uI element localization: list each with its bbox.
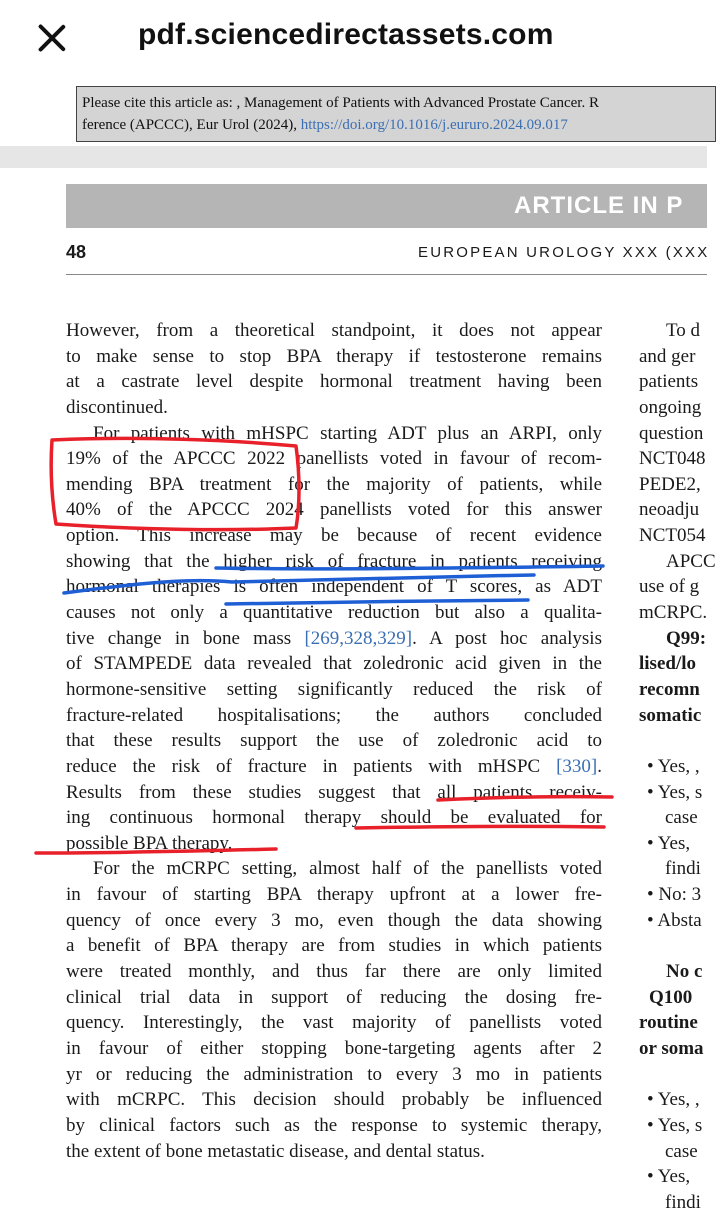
browser-top-bar [0,0,707,78]
text-line: of STAMPEDE data revealed that zoledronic acid given in the [66,653,602,675]
text-line: a benefit of BPA therapy are from studies in which patients [66,935,602,957]
text-segment: reduce the risk of fracture in patients with mHSPC [66,755,557,777]
text-line: ing continuous hormonal therapy should be evaluated for [66,807,602,829]
right-text-line: neoadju [639,499,700,521]
text-line: However, from a theoretical standpoint, it does not appear [66,320,602,341]
reference-link[interactable]: [330] [556,755,598,777]
right-spacer [639,728,709,754]
right-answer-line: • Yes, [647,832,691,854]
reference-link[interactable]: [269,328,329] [304,627,413,649]
pdf-viewer[interactable] [0,78,716,1213]
text-line: fracture-related hospitalisations; the authors concluded [66,704,602,726]
right-question-line: No c [666,961,703,983]
citation-box [76,86,716,142]
text-line: with mCRPC. This decision should probably be influenced [66,1089,602,1111]
right-text-line: mCRPC. [639,602,708,624]
text-line: 19% of the APCCC 2022 panellists voted in favour of recom- [66,448,602,470]
text-line: mending BPA treatment for the majority of patients, while [66,473,602,495]
text-line: hormonal therapies is often independent of T scores, as ADT [66,576,602,598]
right-question-line: Q99: [666,627,707,649]
right-answer-line: findi [665,1191,701,1213]
text-line: quency of once every 3 mo, even though the data showing [66,909,602,931]
article-in-press-bar [66,184,707,228]
text-line: that these results support the use of zoledronic acid to [66,730,602,752]
text-line: to make sense to stop BPA therapy if testosterone remains [66,345,602,367]
right-question-line: Q100 [649,986,693,1008]
text-line: in favour of either stopping bone-targeting agents after 2 [66,1037,602,1059]
citation-line-1: Please cite this article as: , Management of Patients with Advanced Prostate Cancer. R [82,95,599,111]
header-band [0,146,707,168]
text-line: For the mCRPC setting, almost half of the panellists voted [93,858,602,880]
text-line: clinical trial data in support of reducing the dosing fre- [66,986,602,1008]
text-line: at a castrate level despite hormonal treatment having been [66,371,602,393]
text-line [66,626,602,652]
right-text-line: use of g [639,576,700,598]
right-answer-line: • Yes, s [647,781,703,803]
article-status: ARTICLE IN P [514,192,684,219]
right-answer-line: case [665,807,698,829]
doi-link[interactable]: https://doi.org/10.1016/j.eururo.2024.09.017 [300,117,568,133]
text-line: yr or reducing the administration to every 3 mo in patients [66,1063,602,1085]
right-answer-line: • Yes, , [647,755,700,777]
right-text-line: APCC [666,550,716,572]
text-line: option. This increase may be because of recent evidence [66,525,602,547]
url-label: pdf.sciencedirectassets.com [138,18,554,51]
right-text-line: NCT054 [639,525,706,547]
right-question-line: or soma [639,1037,704,1059]
right-answer-line: findi [665,858,701,880]
citation-line-2 [82,114,715,136]
journal-name: EUROPEAN UROLOGY XXX (XXX [418,244,710,261]
text-segment: . A post hoc analysis [412,627,602,649]
right-question-line: routine [639,1012,698,1034]
right-answer-line: • No: 3 [647,884,702,906]
text-line: causes not only a quantitative reduction but also a qualita- [66,602,602,624]
right-text-line: PEDE2, [639,473,701,495]
page-number: 48 [66,242,87,262]
right-answer-line: • Absta [647,909,702,931]
right-question-line: lised/lo [639,653,697,675]
text-segment: tive change in bone mass [66,627,305,649]
text-line: hormone-sensitive setting significantly reduced the risk of [66,678,602,700]
right-question-line: recomn [639,678,700,700]
text-line: For patients with mHSPC starting ADT plus an ARPI, only [93,422,602,444]
text-line: showing that the higher risk of fracture in patients receiving [66,550,602,572]
text-line: Results from these studies suggest that all patients receiv- [66,781,602,803]
right-answer-line: • Yes, s [647,1114,703,1136]
right-text-line: NCT048 [639,448,706,470]
header-rule [66,274,707,275]
text-line: the extent of bone metastatic disease, and dental status. [66,1140,485,1162]
text-line [66,754,602,780]
text-line: quency. Interestingly, the vast majority of panellists voted [66,1012,602,1034]
right-answer-line: • Yes, , [647,1089,700,1111]
text-line: discontinued. [66,396,168,418]
right-text-line: question [639,422,704,444]
right-text-line: ongoing [639,396,702,418]
right-spacer [639,1062,709,1088]
right-answer-line: • Yes, [647,1166,691,1188]
right-question-line: somatic [639,704,702,726]
text-line: were treated monthly, and thus far there are only limited [66,961,602,983]
right-text-line: To d [666,320,701,341]
text-line: by clinical factors such as the response to systemic therapy, [66,1114,602,1136]
text-segment: . [597,755,602,777]
right-column [639,318,716,1215]
citation-line-2-text: ference (APCCC), Eur Urol (2024), [82,117,301,133]
right-answer-line: case [665,1140,698,1162]
right-text-line: patients [639,371,699,393]
right-spacer [639,933,709,959]
left-column [66,318,602,1164]
text-line: possible BPA therapy. [66,832,233,854]
right-text-line: and ger [639,345,696,367]
text-line: 40% of the APCCC 2024 panellists voted for this answer [66,499,602,521]
close-icon[interactable] [36,22,68,54]
text-line: in favour of starting BPA therapy upfront at a lower fre- [66,884,602,906]
